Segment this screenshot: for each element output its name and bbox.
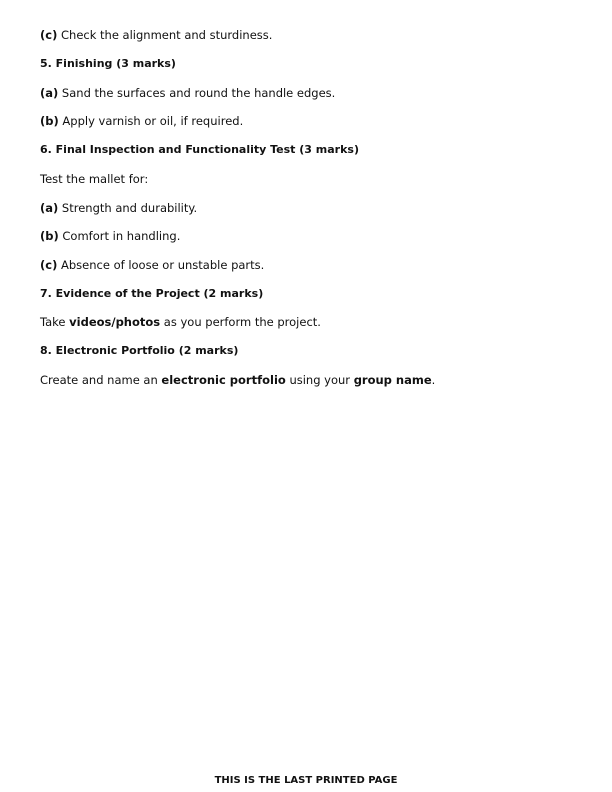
item-marker: (c) bbox=[40, 258, 58, 272]
evidence-text-post: as you perform the project. bbox=[160, 315, 321, 329]
item-text: Absence of loose or unstable parts. bbox=[57, 258, 265, 272]
test-intro-text: Test the mallet for: bbox=[40, 172, 149, 186]
item-text: Check the alignment and sturdiness. bbox=[57, 28, 273, 42]
item-marker: (c) bbox=[40, 28, 58, 42]
item-c-absence-loose-parts bbox=[40, 258, 264, 272]
portfolio-text-pre: Create and name an bbox=[40, 373, 162, 387]
item-a-strength bbox=[40, 201, 197, 215]
item-text: Comfort in handling. bbox=[58, 229, 181, 243]
last-page-footer: THIS IS THE LAST PRINTED PAGE bbox=[214, 775, 398, 786]
portfolio-instruction bbox=[40, 373, 435, 387]
item-text: Apply varnish or oil, if required. bbox=[58, 114, 244, 128]
portfolio-text-post: . bbox=[431, 373, 436, 387]
item-marker: (a) bbox=[40, 86, 59, 100]
evidence-text-pre: Take bbox=[40, 315, 70, 329]
item-text: Sand the surfaces and round the handle edges. bbox=[58, 86, 336, 100]
section-heading-electronic-portfolio: 8. Electronic Portfolio (2 marks) bbox=[40, 344, 239, 357]
item-b-apply-varnish bbox=[40, 114, 243, 128]
evidence-instruction bbox=[40, 315, 321, 329]
item-c-check-alignment bbox=[40, 28, 272, 42]
item-b-comfort bbox=[40, 229, 180, 243]
section-heading-evidence: 7. Evidence of the Project (2 marks) bbox=[40, 287, 264, 300]
portfolio-text-bold-portfolio: electronic portfolio bbox=[161, 373, 286, 387]
item-a-sand-surfaces bbox=[40, 86, 335, 100]
portfolio-text-bold-group: group name bbox=[353, 373, 432, 387]
item-marker: (a) bbox=[40, 201, 59, 215]
item-text: Strength and durability. bbox=[58, 201, 198, 215]
item-marker: (b) bbox=[40, 114, 59, 128]
portfolio-text-mid: using your bbox=[285, 373, 354, 387]
evidence-text-bold: videos/photos bbox=[69, 315, 161, 329]
item-marker: (b) bbox=[40, 229, 59, 243]
section-heading-final-inspection: 6. Final Inspection and Functionality Test (3 marks) bbox=[40, 143, 359, 156]
section-heading-finishing: 5. Finishing (3 marks) bbox=[40, 57, 176, 70]
